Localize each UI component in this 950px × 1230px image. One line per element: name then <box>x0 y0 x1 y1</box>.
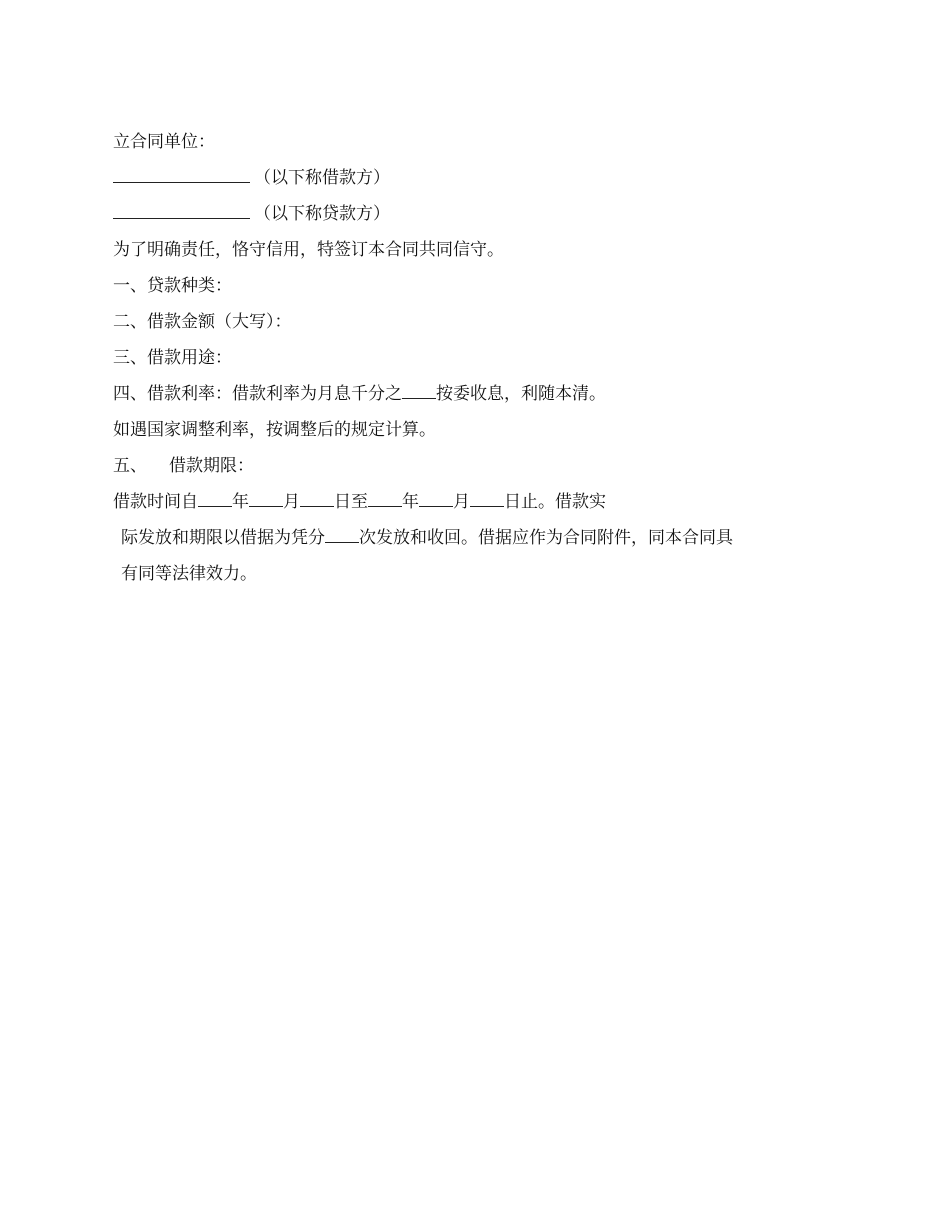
period-day-to: 日至 <box>334 492 368 512</box>
item5-number: 五、 <box>113 456 147 476</box>
period2-before: 际发放和期限以借据为凭分 <box>121 528 325 548</box>
item-loan-period <box>113 448 833 484</box>
contract-parties-header <box>113 124 833 160</box>
period2-after: 次发放和收回。借据应作为合同附件，同本合同具 <box>359 528 733 548</box>
item-interest-rate <box>113 376 833 412</box>
period-year1: 年 <box>232 492 249 512</box>
period3-text: 有同等法律效力。 <box>121 564 257 584</box>
period-year2: 年 <box>402 492 419 512</box>
borrower-line <box>113 160 833 196</box>
period-month2: 月 <box>453 492 470 512</box>
item4-after: 按委收息，利随本清。 <box>436 384 606 404</box>
period-month1: 月 <box>283 492 300 512</box>
period-line-3 <box>113 556 833 592</box>
installments-blank <box>325 528 359 543</box>
period-day-end: 日止。借款实 <box>504 492 606 512</box>
end-day-blank <box>470 492 504 507</box>
interest-blank <box>402 384 436 399</box>
period-start: 借款时间自 <box>113 492 198 512</box>
interest-note <box>113 412 833 448</box>
period-line-2 <box>113 520 833 556</box>
preamble <box>113 232 833 268</box>
item3-text: 三、借款用途： <box>113 348 232 368</box>
item5-title: 借款期限： <box>169 456 254 476</box>
lender-blank <box>113 204 250 219</box>
start-year-blank <box>198 492 232 507</box>
item4-note-text: 如遇国家调整利率，按调整后的规定计算。 <box>113 420 436 440</box>
end-year-blank <box>368 492 402 507</box>
contract-body <box>113 124 833 592</box>
header-text: 立合同单位： <box>113 132 215 152</box>
item-loan-amount <box>113 304 833 340</box>
item2-text: 二、借款金额（大写）： <box>113 312 292 332</box>
borrower-suffix: （以下称借款方） <box>254 168 390 188</box>
borrower-blank <box>113 168 250 183</box>
item1-text: 一、贷款种类： <box>113 276 232 296</box>
item-loan-type <box>113 268 833 304</box>
item-loan-purpose <box>113 340 833 376</box>
end-month-blank <box>419 492 453 507</box>
item4-before: 四、借款利率：借款利率为月息千分之 <box>113 384 402 404</box>
period-line-1 <box>113 484 833 520</box>
preamble-text: 为了明确责任，恪守信用，特签订本合同共同信守。 <box>113 240 504 260</box>
lender-line <box>113 196 833 232</box>
start-day-blank <box>300 492 334 507</box>
lender-suffix: （以下称贷款方） <box>254 204 390 224</box>
start-month-blank <box>249 492 283 507</box>
